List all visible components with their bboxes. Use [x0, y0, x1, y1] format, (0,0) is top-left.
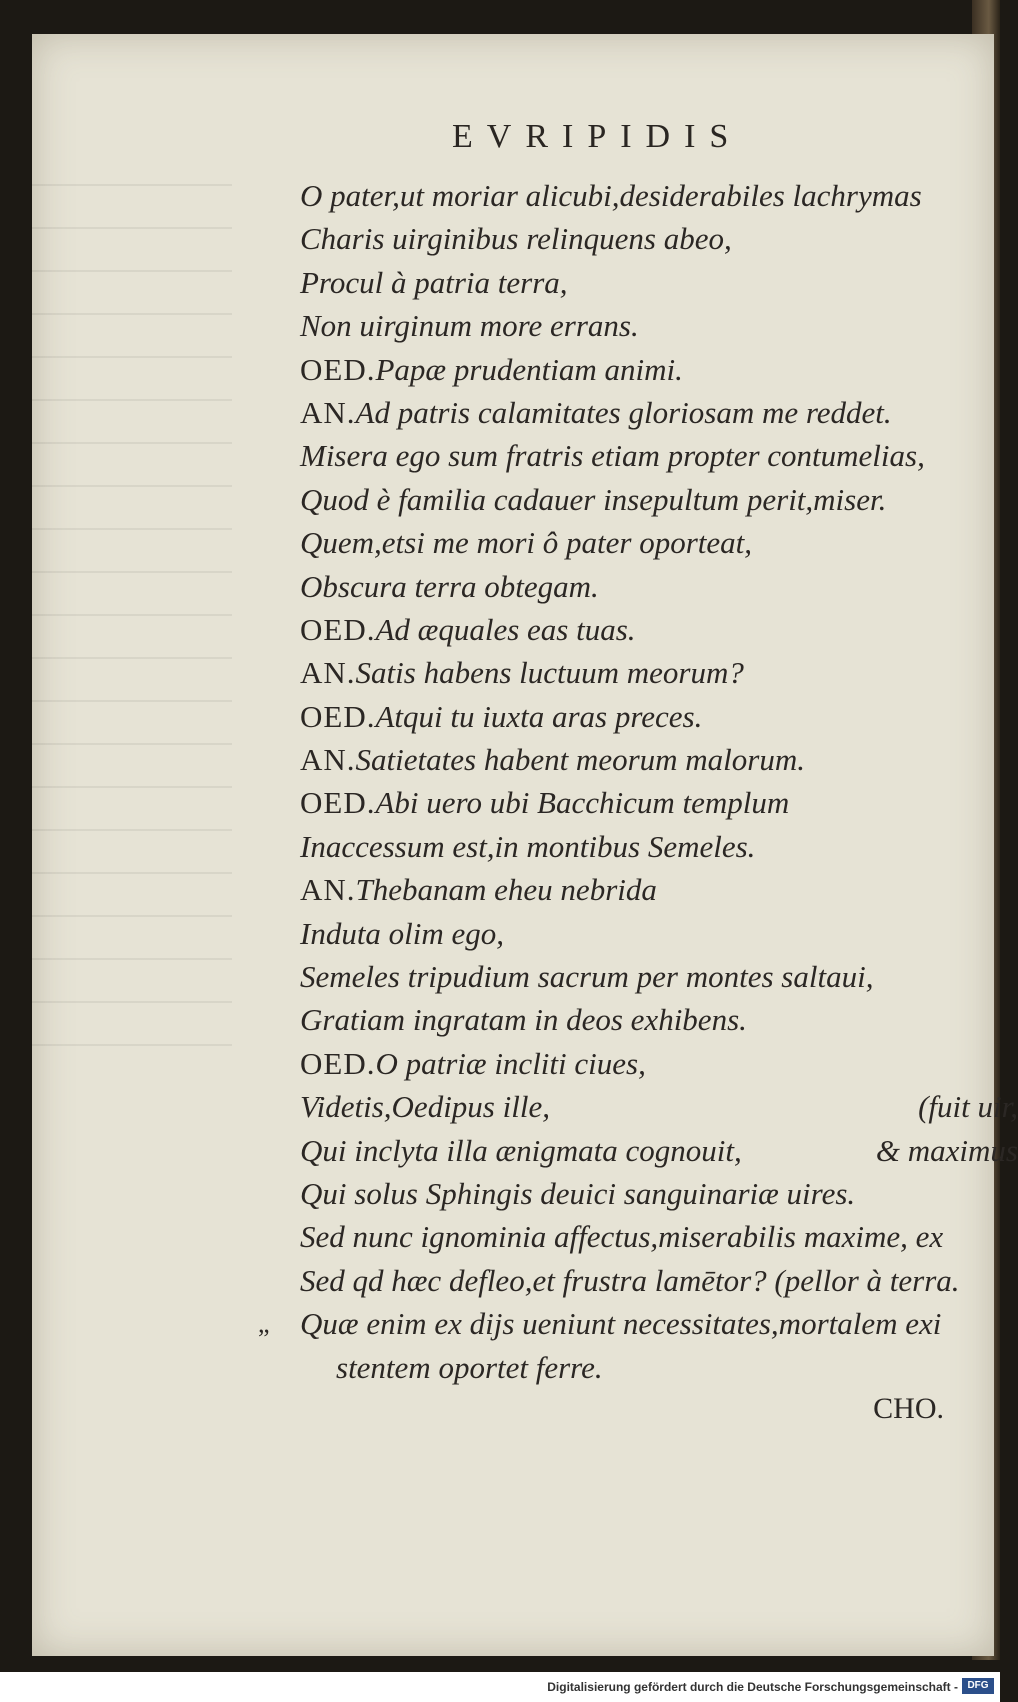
text-line — [300, 825, 1018, 868]
line-text: Atqui tu iuxta aras preces. — [375, 698, 703, 734]
text-line — [300, 174, 1018, 217]
line-text: Qui inclyta illa ænigmata cognouit, — [300, 1132, 742, 1168]
line-text: O patriæ incliti ciues, — [375, 1045, 646, 1081]
line-text: Ad patris calamitates gloriosam me reddet. — [355, 394, 892, 430]
line-text: stentem oportet ferre. — [336, 1349, 603, 1385]
line-text: Papæ prudentiam animi. — [375, 351, 683, 387]
text-line — [300, 565, 1018, 608]
bleed-through-shadow — [32, 184, 232, 1084]
line-text: Ad æquales eas tuas. — [375, 611, 636, 647]
line-text: Misera ego sum fratris etiam propter contumelias, — [300, 438, 925, 474]
speaker-label: AN. — [300, 872, 356, 908]
text-line — [300, 521, 1018, 564]
line-text: Abi uero ubi Bacchicum templum — [375, 785, 790, 821]
text-line — [300, 1129, 1018, 1172]
line-text: Charis uirginibus relinquens abeo, — [300, 221, 732, 257]
text-line — [300, 1259, 1018, 1302]
book-page — [32, 34, 1018, 1656]
text-line — [300, 1042, 1018, 1085]
line-text: Quæ enim ex dijs ueniunt necessitates,mortalem exi — [300, 1306, 942, 1342]
quotation-mark: „ — [258, 1309, 270, 1339]
text-line — [258, 1302, 1018, 1345]
catchword: CHO. — [873, 1392, 944, 1425]
line-text: Satis habens luctuum meorum? — [355, 655, 744, 691]
line-text: Procul à patria terra, — [300, 264, 568, 300]
line-text: Sed qd hæc defleo,et frustra lamētor? (pellor à terra. — [300, 1262, 960, 1298]
line-text: Satietates habent meorum malorum. — [355, 742, 805, 778]
speaker-label: AN. — [300, 655, 356, 691]
speaker-label: OED. — [300, 351, 376, 387]
line-text: Qui solus Sphingis deuici sanguinariæ uires. — [300, 1175, 856, 1211]
line-text: Obscura terra obtegam. — [300, 568, 599, 604]
speaker-label: OED. — [300, 698, 376, 734]
line-overflow-text: (fuit uir, — [918, 1089, 1018, 1125]
text-line — [300, 217, 1018, 260]
line-text: Quod è familia cadauer insepultum perit,miser. — [300, 481, 887, 517]
line-text: Semeles tripudium sacrum per montes saltaui, — [300, 959, 874, 995]
speaker-label: AN. — [300, 742, 356, 778]
text-line — [300, 1085, 1018, 1128]
text-line — [300, 261, 1018, 304]
footer-credit: Digitalisierung gefördert durch die Deutsche Forschungsgemeinschaft - — [547, 1680, 958, 1694]
line-text: Gratiam ingratam in deos exhibens. — [300, 1002, 747, 1038]
text-line — [300, 1215, 1018, 1258]
text-line — [300, 695, 1018, 738]
running-head: EVRIPIDIS — [452, 118, 743, 155]
dfg-logo: DFG — [962, 1678, 994, 1694]
line-text: Videtis,Oedipus ille, — [300, 1089, 550, 1125]
speaker-label: OED. — [300, 785, 376, 821]
text-line — [300, 998, 1018, 1041]
text-line — [300, 868, 1018, 911]
text-line — [300, 738, 1018, 781]
line-overflow-text: & maximus — [875, 1132, 1018, 1168]
text-line — [300, 434, 1018, 477]
line-text: Sed nunc ignominia affectus,miserabilis maxime, ex — [300, 1219, 944, 1255]
digitization-footer — [0, 1672, 1000, 1702]
text-line — [300, 912, 1018, 955]
text-line — [300, 955, 1018, 998]
speaker-label: OED. — [300, 1045, 376, 1081]
text-line — [300, 651, 1018, 694]
line-text: Thebanam eheu nebrida — [355, 872, 657, 908]
text-line — [300, 304, 1018, 347]
text-line — [300, 1346, 1018, 1389]
verse-text-block — [258, 174, 1018, 1389]
text-line — [300, 391, 1018, 434]
text-line — [300, 608, 1018, 651]
line-text: Non uirginum more errans. — [300, 308, 639, 344]
text-line — [300, 348, 1018, 391]
text-line — [300, 1172, 1018, 1215]
speaker-label: OED. — [300, 611, 376, 647]
line-text: Induta olim ego, — [300, 915, 505, 951]
text-line — [300, 478, 1018, 521]
line-text: Inaccessum est,in montibus Semeles. — [300, 828, 756, 864]
line-text: Quem,etsi me mori ô pater oporteat, — [300, 525, 753, 561]
text-line — [300, 781, 1018, 824]
line-text: O pater,ut moriar alicubi,desiderabiles lachrymas — [300, 178, 922, 213]
speaker-label: AN. — [300, 394, 356, 430]
